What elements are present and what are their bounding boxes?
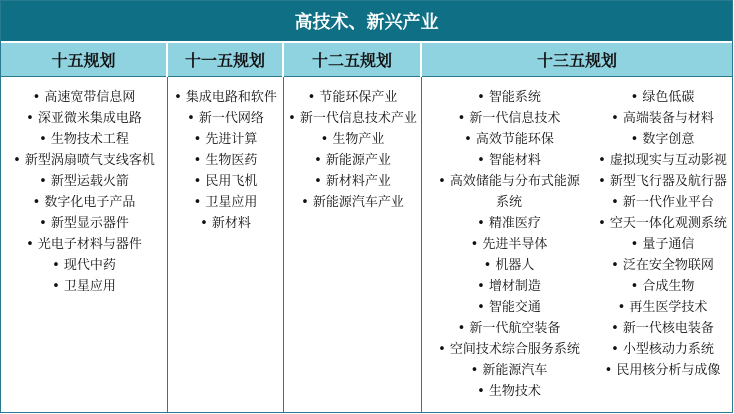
header-divider bbox=[282, 43, 284, 77]
list-item: • 现代中药 bbox=[52, 255, 116, 276]
plan-12-list bbox=[284, 87, 421, 213]
list-item: • 新型飞行器及航行器 bbox=[598, 171, 727, 192]
list-item: • 精准医疗 bbox=[477, 213, 541, 234]
list-item: • 新一代核电装备 bbox=[611, 318, 714, 339]
list-item: • 空间技术综合服务系统 bbox=[438, 339, 580, 360]
plan-13-list-right bbox=[593, 87, 732, 381]
list-item: 系统 bbox=[495, 195, 522, 210]
list-item: • 新材料 bbox=[200, 213, 251, 234]
list-item: • 新一代作业平台 bbox=[611, 192, 714, 213]
list-item: • 生物医药 bbox=[194, 150, 258, 171]
list-item: • 智能系统 bbox=[477, 87, 541, 108]
list-item: • 智能交通 bbox=[477, 297, 541, 318]
list-item: • 民用核分析与成像 bbox=[605, 360, 721, 381]
plan-10-list bbox=[1, 87, 167, 297]
list-item: • 再生医学技术 bbox=[618, 297, 708, 318]
header-plan-13: 十三五规划 bbox=[422, 43, 732, 77]
list-item: • 新一代航空装备 bbox=[458, 318, 561, 339]
list-item: • 绿色低碳 bbox=[631, 87, 695, 108]
list-item: • 高端装备与材料 bbox=[611, 108, 714, 129]
header-divider bbox=[420, 43, 422, 77]
list-item: • 增材制造 bbox=[477, 276, 541, 297]
list-item: • 新一代网络 bbox=[187, 108, 264, 129]
list-item: • 生物技术 bbox=[477, 381, 541, 402]
list-item: • 新能源汽车 bbox=[471, 360, 548, 381]
list-item: • 节能环保产业 bbox=[308, 87, 398, 108]
list-item: • 新能源产业 bbox=[314, 150, 391, 171]
list-item: • 新型涡扇喷气支线客机 bbox=[13, 150, 155, 171]
list-item: • 高速宽带信息网 bbox=[33, 87, 136, 108]
list-item: • 数字化电子产品 bbox=[33, 192, 136, 213]
list-item: • 光电子材料与器件 bbox=[26, 234, 142, 255]
list-item: • 泛在安全物联网 bbox=[611, 255, 714, 276]
plan-11-list bbox=[168, 87, 283, 234]
list-item: • 新型运载火箭 bbox=[39, 171, 129, 192]
list-item: • 高效节能环保 bbox=[464, 129, 554, 150]
list-item: • 数字创意 bbox=[631, 129, 695, 150]
list-item: • 先进计算 bbox=[194, 129, 258, 150]
list-item: • 空天一体化观测系统 bbox=[598, 213, 727, 234]
list-item: • 合成生物 bbox=[631, 276, 695, 297]
list-item: • 集成电路和软件 bbox=[174, 87, 277, 108]
list-item: • 新能源汽车产业 bbox=[301, 192, 404, 213]
list-item: • 高效储能与分布式能源 bbox=[438, 171, 580, 192]
list-item: • 新材料产业 bbox=[314, 171, 391, 192]
list-item: • 新型显示器件 bbox=[39, 213, 129, 234]
list-item: • 生物产业 bbox=[321, 129, 385, 150]
list-item: • 先进半导体 bbox=[471, 234, 548, 255]
header-plan-11: 十一五规划 bbox=[168, 43, 282, 77]
list-item: • 量子通信 bbox=[631, 234, 695, 255]
header-plan-12: 十二五规划 bbox=[284, 43, 420, 77]
list-item: • 智能材料 bbox=[477, 150, 541, 171]
list-item: • 卫星应用 bbox=[194, 192, 258, 213]
list-item: • 民用飞机 bbox=[194, 171, 258, 192]
list-item: • 小型核动力系统 bbox=[611, 339, 714, 360]
header-divider bbox=[166, 43, 168, 77]
table-title: 高技术、新兴产业 bbox=[1, 1, 732, 43]
header-plan-10: 十五规划 bbox=[1, 43, 166, 77]
list-item: • 新一代信息技术产业 bbox=[288, 108, 417, 129]
list-item: • 生物技术工程 bbox=[39, 129, 129, 150]
list-item: • 卫星应用 bbox=[52, 276, 116, 297]
list-item: • 虚拟现实与互动影视 bbox=[598, 150, 727, 171]
list-item: • 机器人 bbox=[484, 255, 535, 276]
plan-13-list-left bbox=[422, 87, 596, 402]
list-item: • 深亚微米集成电路 bbox=[26, 108, 142, 129]
list-item: • 新一代信息技术 bbox=[458, 108, 561, 129]
